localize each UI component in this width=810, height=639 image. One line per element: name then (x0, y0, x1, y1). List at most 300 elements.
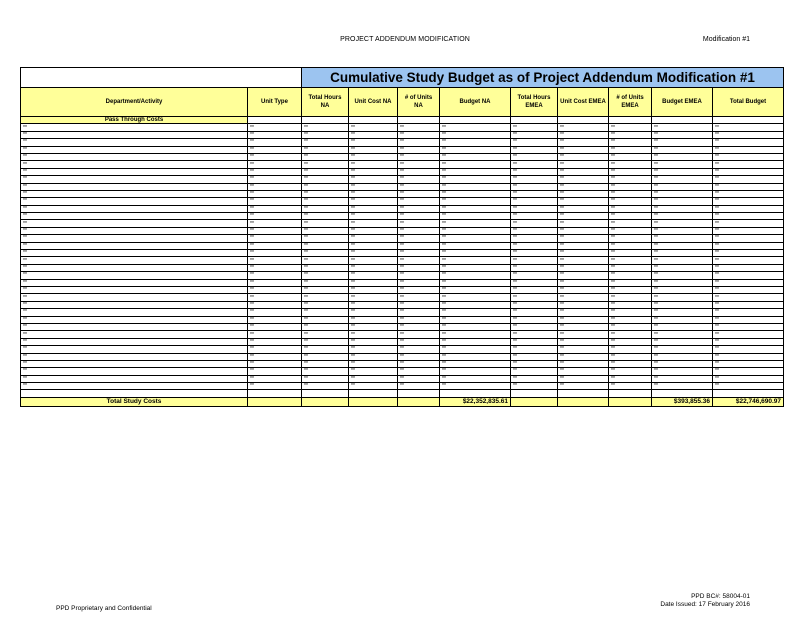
table-cell: ** (302, 124, 349, 131)
table-cell: ** (609, 338, 652, 345)
table-cell: ** (652, 338, 713, 345)
table-cell: ** (440, 316, 511, 323)
table-cell: ** (302, 360, 349, 367)
table-cell: ** (21, 360, 248, 367)
table-cell: ** (21, 205, 248, 212)
table-cell: ** (248, 176, 302, 183)
table-cell: ** (558, 161, 609, 168)
table-cell: ** (713, 146, 784, 153)
table-cell: ** (511, 316, 558, 323)
table-cell: ** (609, 235, 652, 242)
table-cell: ** (302, 309, 349, 316)
table-row (21, 227, 784, 234)
document-header-modification: Modification #1 (702, 36, 750, 43)
table-cell: ** (21, 146, 248, 153)
table-cell: ** (511, 220, 558, 227)
table-row (21, 294, 784, 301)
table-cell: ** (302, 220, 349, 227)
table-row (21, 176, 784, 183)
table-cell: ** (511, 353, 558, 360)
table-cell: ** (558, 242, 609, 249)
table-cell: ** (248, 360, 302, 367)
table-cell: ** (248, 257, 302, 264)
table-cell: ** (511, 286, 558, 293)
table-row (21, 301, 784, 308)
total-budget-na: $22,352,835.61 (440, 397, 511, 406)
table-cell: ** (398, 161, 440, 168)
table-cell: ** (511, 124, 558, 131)
table-cell: ** (302, 338, 349, 345)
table-cell: ** (609, 286, 652, 293)
table-cell: ** (652, 286, 713, 293)
table-cell: ** (398, 257, 440, 264)
table-cell: ** (349, 168, 398, 175)
table-row (21, 272, 784, 279)
table-cell: ** (21, 176, 248, 183)
table-cell: ** (713, 331, 784, 338)
total-cell (558, 397, 609, 406)
section-cell (302, 117, 349, 124)
table-cell: ** (349, 227, 398, 234)
table-cell: ** (398, 383, 440, 390)
table-row (21, 250, 784, 257)
table-cell: ** (440, 131, 511, 138)
table-cell: ** (398, 279, 440, 286)
section-cell (511, 117, 558, 124)
column-header: Total Hours NA (302, 88, 349, 117)
table-cell: ** (609, 168, 652, 175)
table-cell: ** (652, 190, 713, 197)
column-header-row (21, 88, 784, 117)
table-cell: ** (511, 375, 558, 382)
table-cell: ** (511, 346, 558, 353)
table-cell: ** (652, 183, 713, 190)
table-cell: ** (349, 131, 398, 138)
table-cell: ** (440, 368, 511, 375)
table-cell: ** (609, 279, 652, 286)
table-cell: ** (713, 316, 784, 323)
table-cell: ** (440, 139, 511, 146)
table-cell: ** (558, 331, 609, 338)
table-row (21, 153, 784, 160)
table-cell: ** (349, 198, 398, 205)
table-cell: ** (398, 360, 440, 367)
table-cell: ** (609, 227, 652, 234)
table-cell: ** (440, 301, 511, 308)
table-cell: ** (21, 323, 248, 330)
table-cell: ** (440, 124, 511, 131)
table-cell: ** (609, 139, 652, 146)
table-cell: ** (349, 272, 398, 279)
table-cell: ** (248, 198, 302, 205)
table-cell: ** (21, 124, 248, 131)
table-cell: ** (302, 153, 349, 160)
table-cell: ** (713, 353, 784, 360)
table-row (21, 309, 784, 316)
table-cell: ** (558, 124, 609, 131)
table-cell: ** (349, 235, 398, 242)
table-cell: ** (652, 301, 713, 308)
table-row (21, 205, 784, 212)
table-cell: ** (713, 257, 784, 264)
column-header: Department/Activity (21, 88, 248, 117)
blank-cell (511, 390, 558, 397)
table-cell: ** (349, 257, 398, 264)
table-cell: ** (713, 375, 784, 382)
table-cell: ** (398, 301, 440, 308)
table-cell: ** (713, 272, 784, 279)
table-cell: ** (558, 168, 609, 175)
table-cell: ** (609, 257, 652, 264)
table-cell: ** (558, 176, 609, 183)
table-cell: ** (440, 250, 511, 257)
total-budget: $22,746,690.97 (713, 397, 784, 406)
table-cell: ** (511, 294, 558, 301)
table-cell: ** (302, 346, 349, 353)
table-cell: ** (558, 213, 609, 220)
table-cell: ** (652, 146, 713, 153)
table-cell: ** (652, 124, 713, 131)
table-cell: ** (248, 161, 302, 168)
table-cell: ** (652, 161, 713, 168)
table-cell: ** (398, 190, 440, 197)
table-cell: ** (398, 272, 440, 279)
table-cell: ** (440, 220, 511, 227)
table-cell: ** (713, 161, 784, 168)
table-cell: ** (349, 331, 398, 338)
table-cell: ** (440, 242, 511, 249)
table-cell: ** (511, 264, 558, 271)
table-cell: ** (349, 242, 398, 249)
column-header: # of Units NA (398, 88, 440, 117)
table-cell: ** (398, 264, 440, 271)
table-row (21, 213, 784, 220)
section-cell (440, 117, 511, 124)
blank-cell (652, 390, 713, 397)
table-row (21, 338, 784, 345)
table-cell: ** (609, 146, 652, 153)
table-row (21, 331, 784, 338)
total-cell (248, 397, 302, 406)
table-cell: ** (558, 139, 609, 146)
total-budget-emea: $393,855.36 (652, 397, 713, 406)
table-row (21, 353, 784, 360)
table-cell: ** (558, 264, 609, 271)
table-cell: ** (558, 220, 609, 227)
total-cell (302, 397, 349, 406)
table-cell: ** (558, 146, 609, 153)
table-cell: ** (248, 323, 302, 330)
table-cell: ** (21, 220, 248, 227)
blank-row (21, 390, 784, 397)
table-cell: ** (440, 323, 511, 330)
table-cell: ** (558, 279, 609, 286)
table-cell: ** (21, 338, 248, 345)
table-cell: ** (511, 161, 558, 168)
table-cell: ** (440, 161, 511, 168)
table-cell: ** (349, 183, 398, 190)
table-cell: ** (302, 146, 349, 153)
table-cell: ** (558, 375, 609, 382)
table-cell: ** (440, 375, 511, 382)
table-cell: ** (652, 264, 713, 271)
table-cell: ** (440, 227, 511, 234)
table-cell: ** (652, 213, 713, 220)
table-cell: ** (302, 257, 349, 264)
table-cell: ** (713, 301, 784, 308)
table-cell: ** (302, 161, 349, 168)
table-cell: ** (398, 242, 440, 249)
table-cell: ** (440, 338, 511, 345)
banner-blank-cell (21, 68, 302, 88)
table-cell: ** (398, 323, 440, 330)
footer-date-issued: Date Issued: 17 February 2016 (660, 601, 750, 608)
table-cell: ** (609, 183, 652, 190)
table-cell: ** (248, 286, 302, 293)
table-cell: ** (558, 323, 609, 330)
table-cell: ** (558, 368, 609, 375)
table-cell: ** (511, 360, 558, 367)
table-cell: ** (511, 205, 558, 212)
table-cell: ** (398, 131, 440, 138)
table-cell: ** (302, 198, 349, 205)
table-cell: ** (558, 338, 609, 345)
table-cell: ** (21, 250, 248, 257)
table-cell: ** (440, 257, 511, 264)
column-header: Total Hours EMEA (511, 88, 558, 117)
table-cell: ** (302, 331, 349, 338)
table-row (21, 131, 784, 138)
table-cell: ** (713, 139, 784, 146)
table-cell: ** (302, 383, 349, 390)
table-cell: ** (349, 316, 398, 323)
table-cell: ** (558, 153, 609, 160)
table-cell: ** (21, 190, 248, 197)
table-cell: ** (302, 213, 349, 220)
table-cell: ** (652, 323, 713, 330)
table-cell: ** (398, 183, 440, 190)
table-cell: ** (21, 257, 248, 264)
table-cell: ** (652, 131, 713, 138)
table-cell: ** (398, 309, 440, 316)
table-cell: ** (398, 146, 440, 153)
table-cell: ** (558, 286, 609, 293)
table-cell: ** (248, 353, 302, 360)
footer-right-block (660, 593, 750, 609)
table-cell: ** (248, 250, 302, 257)
table-cell: ** (652, 272, 713, 279)
table-cell: ** (248, 316, 302, 323)
table-cell: ** (248, 190, 302, 197)
table-cell: ** (248, 346, 302, 353)
column-header: Budget EMEA (652, 88, 713, 117)
table-cell: ** (248, 331, 302, 338)
table-cell: ** (248, 338, 302, 345)
table-cell: ** (609, 375, 652, 382)
table-cell: ** (558, 272, 609, 279)
table-cell: ** (349, 294, 398, 301)
table-cell: ** (713, 346, 784, 353)
blank-cell (609, 390, 652, 397)
table-cell: ** (398, 375, 440, 382)
table-cell: ** (21, 272, 248, 279)
table-cell: ** (440, 205, 511, 212)
table-cell: ** (302, 286, 349, 293)
total-row (21, 397, 784, 406)
section-cell (652, 117, 713, 124)
table-cell: ** (652, 375, 713, 382)
table-cell: ** (248, 272, 302, 279)
table-cell: ** (302, 264, 349, 271)
table-cell: ** (609, 176, 652, 183)
table-cell: ** (440, 272, 511, 279)
table-cell: ** (349, 383, 398, 390)
table-cell: ** (440, 213, 511, 220)
table-cell: ** (302, 323, 349, 330)
table-cell: ** (349, 153, 398, 160)
table-cell: ** (609, 220, 652, 227)
blank-cell (349, 390, 398, 397)
table-cell: ** (248, 227, 302, 234)
table-cell: ** (21, 227, 248, 234)
table-cell: ** (609, 316, 652, 323)
table-cell: ** (652, 316, 713, 323)
table-cell: ** (511, 227, 558, 234)
table-cell: ** (349, 146, 398, 153)
table-cell: ** (21, 316, 248, 323)
table-cell: ** (349, 190, 398, 197)
table-cell: ** (652, 176, 713, 183)
table-cell: ** (21, 198, 248, 205)
table-cell: ** (511, 250, 558, 257)
table-cell: ** (558, 183, 609, 190)
section-cell (713, 117, 784, 124)
table-cell: ** (440, 183, 511, 190)
table-cell: ** (302, 301, 349, 308)
table-cell: ** (302, 294, 349, 301)
table-cell: ** (558, 227, 609, 234)
table-cell: ** (652, 205, 713, 212)
table-cell: ** (440, 168, 511, 175)
table-cell: ** (349, 213, 398, 220)
table-cell: ** (349, 375, 398, 382)
table-cell: ** (558, 301, 609, 308)
table-cell: ** (398, 235, 440, 242)
table-cell: ** (302, 131, 349, 138)
table-row (21, 198, 784, 205)
table-cell: ** (713, 124, 784, 131)
table-cell: ** (440, 360, 511, 367)
table-row (21, 323, 784, 330)
section-row (21, 117, 784, 124)
table-cell: ** (440, 309, 511, 316)
table-cell: ** (511, 235, 558, 242)
table-cell: ** (713, 235, 784, 242)
banner-row (21, 68, 784, 88)
table-cell: ** (713, 183, 784, 190)
column-header: Unit Cost NA (349, 88, 398, 117)
table-cell: ** (302, 205, 349, 212)
table-cell: ** (713, 190, 784, 197)
table-cell: ** (713, 383, 784, 390)
table-cell: ** (248, 139, 302, 146)
table-row (21, 316, 784, 323)
table-cell: ** (652, 309, 713, 316)
table-cell: ** (713, 323, 784, 330)
table-cell: ** (558, 360, 609, 367)
table-cell: ** (713, 205, 784, 212)
table-row (21, 346, 784, 353)
table-cell: ** (349, 205, 398, 212)
table-cell: ** (558, 294, 609, 301)
table-cell: ** (609, 242, 652, 249)
table-row (21, 183, 784, 190)
table-cell: ** (652, 153, 713, 160)
table-row (21, 375, 784, 382)
table-cell: ** (248, 168, 302, 175)
table-row (21, 220, 784, 227)
table-cell: ** (440, 383, 511, 390)
table-cell: ** (349, 309, 398, 316)
table-cell: ** (511, 176, 558, 183)
table-cell: ** (713, 227, 784, 234)
table-cell: ** (558, 190, 609, 197)
table-cell: ** (511, 153, 558, 160)
table-cell: ** (609, 264, 652, 271)
table-cell: ** (609, 383, 652, 390)
column-header: Total Budget (713, 88, 784, 117)
table-cell: ** (440, 294, 511, 301)
table-cell: ** (652, 235, 713, 242)
table-cell: ** (511, 383, 558, 390)
table-cell: ** (302, 250, 349, 257)
table-cell: ** (511, 323, 558, 330)
table-cell: ** (609, 205, 652, 212)
table-cell: ** (398, 139, 440, 146)
table-cell: ** (302, 190, 349, 197)
table-cell: ** (713, 264, 784, 271)
table-cell: ** (713, 279, 784, 286)
table-cell: ** (609, 153, 652, 160)
table-cell: ** (713, 309, 784, 316)
table-cell: ** (21, 368, 248, 375)
table-cell: ** (248, 213, 302, 220)
table-cell: ** (398, 338, 440, 345)
column-header: Budget NA (440, 88, 511, 117)
table-cell: ** (302, 227, 349, 234)
table-cell: ** (511, 338, 558, 345)
table-cell: ** (652, 168, 713, 175)
table-cell: ** (713, 294, 784, 301)
table-cell: ** (652, 198, 713, 205)
table-cell: ** (21, 353, 248, 360)
table-banner-title: Cumulative Study Budget as of Project Addendum Modification #1 (302, 68, 784, 88)
table-cell: ** (713, 242, 784, 249)
column-header: Unit Cost EMEA (558, 88, 609, 117)
table-cell: ** (302, 242, 349, 249)
table-cell: ** (349, 323, 398, 330)
table-row (21, 360, 784, 367)
table-cell: ** (652, 368, 713, 375)
table-cell: ** (398, 250, 440, 257)
table-cell: ** (511, 183, 558, 190)
table-cell: ** (652, 346, 713, 353)
table-cell: ** (398, 124, 440, 131)
table-cell: ** (609, 124, 652, 131)
table-cell: ** (248, 301, 302, 308)
table-cell: ** (248, 242, 302, 249)
table-cell: ** (440, 198, 511, 205)
